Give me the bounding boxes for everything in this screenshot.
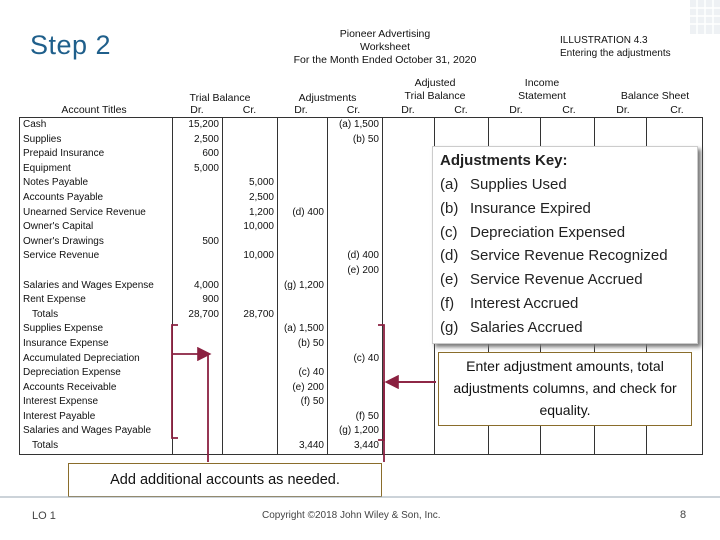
account-cell: Rent Expense	[20, 293, 173, 308]
account-cell: Accounts Receivable	[20, 381, 173, 396]
document-title: Worksheet	[360, 41, 410, 53]
account-cell: Owner's Drawings	[20, 235, 173, 250]
tb-cr-cell: 2,500	[223, 191, 278, 206]
key-text: Supplies Used	[470, 176, 567, 193]
learning-objective: LO 1	[32, 510, 56, 522]
account-cell: Equipment	[20, 162, 173, 177]
key-text: Service Revenue Accrued	[470, 271, 643, 289]
tb-dr-cell: 900	[173, 293, 223, 308]
step-title: Step 2	[30, 30, 112, 60]
tb-dr-cell: 15,200	[173, 118, 223, 133]
key-text: Depreciation Expensed	[470, 223, 626, 241]
adj-cr-cell: (g) 1,200	[328, 424, 383, 439]
account-cell: Accounts Payable	[20, 191, 173, 206]
key-letter: (b)	[440, 199, 459, 217]
adj-cr-cell: (f) 50	[328, 410, 383, 425]
tb-dr-head: Dr.	[190, 104, 204, 116]
key-text: Service Revenue Recognized	[470, 247, 668, 265]
period-label: For the Month Ended October 31, 2020	[293, 54, 477, 66]
bs-cr-head: Cr.	[670, 104, 684, 116]
account-cell: Totals	[20, 308, 173, 323]
account-cell: Insurance Expense	[20, 337, 173, 352]
adj-cr-head: Cr.	[346, 104, 361, 116]
account-cell: Notes Payable	[20, 176, 173, 191]
col-header-adjustments: Adjustments	[298, 92, 357, 104]
adj-dr-cell: 3,440	[278, 439, 328, 454]
col-header-adjusted-1: Adjusted	[414, 77, 456, 89]
adj-dr-cell: (c) 40	[278, 366, 328, 381]
tb-dr-cell: 28,700	[173, 308, 223, 323]
account-cell: Accumulated Depreciation	[20, 352, 173, 367]
adj-dr-head: Dr.	[294, 104, 308, 116]
tb-cr-cell: 10,000	[223, 249, 278, 264]
adj-dr-cell: (g) 1,200	[278, 279, 328, 294]
bracket-new-accounts	[172, 325, 178, 438]
account-cell: Interest Expense	[20, 395, 173, 410]
adj-dr-cell: (b) 50	[278, 337, 328, 352]
account-cell: Salaries and Wages Expense	[20, 279, 173, 294]
key-letter: (a)	[440, 176, 459, 193]
is-dr-head: Dr.	[509, 104, 523, 116]
adj-dr-cell: (d) 400	[278, 206, 328, 221]
tb-cr-cell: 10,000	[223, 220, 278, 235]
adj-dr-cell: (f) 50	[278, 395, 328, 410]
adj-dr-cell: (e) 200	[278, 381, 328, 396]
account-cell: Supplies Expense	[20, 322, 173, 337]
illustration-caption: Entering the adjustments	[560, 48, 671, 59]
tb-dr-cell: 5,000	[173, 162, 223, 177]
account-cell: Interest Payable	[20, 410, 173, 425]
account-cell: Unearned Service Revenue	[20, 206, 173, 221]
account-cell: Cash	[20, 118, 173, 133]
adj-cr-cell: (b) 50	[328, 133, 383, 148]
key-text: Insurance Expired	[470, 199, 591, 217]
tb-cr-head: Cr.	[242, 104, 257, 116]
account-cell: Depreciation Expense	[20, 366, 173, 381]
tb-cr-cell: 28,700	[223, 308, 278, 323]
illustration-number: ILLUSTRATION 4.3	[560, 35, 648, 46]
key-text: Salaries Accrued	[470, 318, 583, 336]
account-cell: Totals	[20, 439, 173, 454]
key-letter: (f)	[440, 295, 455, 312]
tb-cr-cell: 5,000	[223, 176, 278, 191]
tb-cr-cell: 1,200	[223, 206, 278, 221]
is-cr-head: Cr.	[562, 104, 576, 116]
col-header-balance-sheet: Balance Sheet	[620, 90, 690, 102]
account-cell: Service Revenue	[20, 249, 173, 264]
atb-cr-head: Cr.	[454, 104, 468, 116]
adj-cr-cell: (a) 1,500	[328, 118, 383, 133]
col-header-account-titles: Account Titles	[61, 104, 127, 116]
adj-cr-cell: (e) 200	[328, 264, 383, 279]
tb-dr-cell: 500	[173, 235, 223, 250]
key-text: Interest Accrued	[470, 295, 579, 312]
copyright-notice: Copyright ©2018 John Wiley & Son, Inc.	[262, 510, 441, 521]
page-number: 8	[680, 509, 687, 521]
col-header-trial-balance: Trial Balance	[189, 92, 251, 104]
callout-enter-adjustments: Enter adjustment amounts, total adjustments columns, and check for equality.	[438, 352, 692, 426]
tb-dr-cell: 2,500	[173, 133, 223, 148]
key-letter: (d)	[440, 247, 459, 265]
bs-dr-head: Dr.	[616, 104, 630, 116]
key-letter: (e)	[440, 271, 459, 289]
col-header-adjusted-2: Trial Balance	[404, 90, 466, 102]
adj-cr-cell: (d) 400	[328, 249, 383, 264]
company-name: Pioneer Advertising	[339, 28, 431, 40]
adj-dr-cell: (a) 1,500	[278, 322, 328, 337]
adjustments-key-title: Adjustments Key:	[440, 152, 568, 169]
account-cell: Supplies	[20, 133, 173, 148]
tb-dr-cell: 4,000	[173, 279, 223, 294]
col-header-income-1: Income	[524, 77, 560, 89]
tb-dr-cell: 600	[173, 147, 223, 162]
adj-cr-cell: (c) 40	[328, 352, 383, 367]
account-cell: Salaries and Wages Payable	[20, 424, 173, 439]
key-letter: (g)	[440, 318, 459, 336]
account-cell: Prepaid Insurance	[20, 147, 173, 162]
col-header-income-2: Statement	[518, 90, 566, 102]
account-cell: Owner's Capital	[20, 220, 173, 235]
callout-add-accounts: Add additional accounts as needed.	[68, 463, 382, 497]
atb-dr-head: Dr.	[401, 104, 415, 116]
key-letter: (c)	[440, 223, 458, 241]
adj-cr-cell: 3,440	[328, 439, 383, 454]
